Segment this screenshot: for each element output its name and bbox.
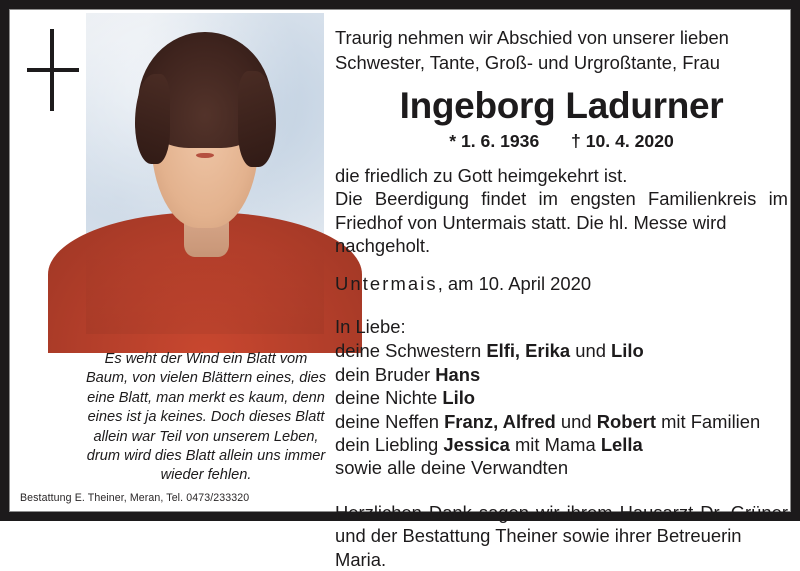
birth-date: 1. 6. 1936 [460,131,540,151]
family-list-item [335,386,788,409]
funeral-home-credit: Bestattung E. Theiner, Meran, Tel. 0473/233320 [20,492,250,504]
thanks-line-2: und der Bestattung Theiner sowie ihrer Betreuerin [335,525,742,547]
place-and-date [335,272,788,295]
birth-symbol: * [449,131,457,151]
lead-text [335,26,788,75]
thanks-line-3: Maria. [335,548,387,570]
lead-line-1: Traurig nehmen wir Abschied von unserer lieben [335,27,729,48]
death-date: 10. 4. 2020 [585,131,674,151]
photo-background [86,13,324,334]
notice-text-column [335,18,788,571]
photo-shading [86,13,324,334]
family-list-item [335,433,788,456]
family-relation-prefix: deine Nichte [335,387,443,409]
funeral-details [335,164,788,258]
family-relation-middle: und [555,410,597,432]
body-line-1: die friedlich zu Gott heimgekehrt ist. [335,165,628,186]
family-name: Elfi, Erika [486,340,571,362]
family-list-item [335,363,788,386]
family-relation-middle: mit Mama [509,434,601,456]
family-relation-prefix: dein Liebling [335,434,444,456]
family-relation-prefix: deine Neffen [335,410,445,432]
lead-line-2: Schwester, Tante, Groß- und Urgroßtante, Frau [335,51,721,73]
place-date-rest: , am 10. April 2020 [437,272,592,294]
thanks-paragraph [335,501,788,571]
body-line-2: Die Beerdigung findet im engsten Familienkreis im [335,188,788,210]
family-relation-prefix: deine Schwestern [335,340,487,362]
portrait-photo [86,13,324,334]
body-line-3: Friedhof von Untermais statt. Die hl. Messe wird [335,211,727,233]
family-name: Robert [596,410,656,432]
latin-cross-icon [27,29,79,111]
family-name: Lella [600,434,643,456]
cross-horizontal-bar [27,68,79,72]
family-name: Lilo [611,340,644,362]
life-dates [335,131,788,152]
family-name: Hans [435,363,481,385]
notice-inner-frame [9,9,791,570]
family-name: Jessica [443,434,510,456]
family-relation-middle: und [570,340,612,362]
family-member-list [335,339,788,479]
place-name: Untermais [335,272,438,294]
family-relation-prefix: sowie alle deine Verwandten [335,457,569,479]
family-list-item [335,456,788,479]
family-relation-prefix: dein Bruder [335,363,436,385]
family-relation-suffix: mit Familien [655,410,761,432]
body-line-4: nachgeholt. [335,235,431,257]
family-name: Lilo [442,387,476,409]
death-symbol: † [571,131,581,151]
deceased-name: Ingeborg Ladurner [399,85,724,126]
family-name: Franz, Alfred [444,410,556,432]
family-list-item [335,410,788,433]
family-list-item [335,339,788,362]
thanks-line-1: Herzlichen Dank sagen wir ihrem Hausarzt Dr. Grüner [335,501,788,523]
memorial-verse: Es weht der Wind ein Blatt vom Baum, von vielen Blättern eines, dies eine Blatt, man merkt es kaum, denn eines ist ja keines. Doch dieses Blatt allein war Teil von unserem Leben, drum wird dies Blatt allein uns immer wieder fehlen. [85,351,327,484]
in-love-label: In Liebe: [335,316,406,338]
